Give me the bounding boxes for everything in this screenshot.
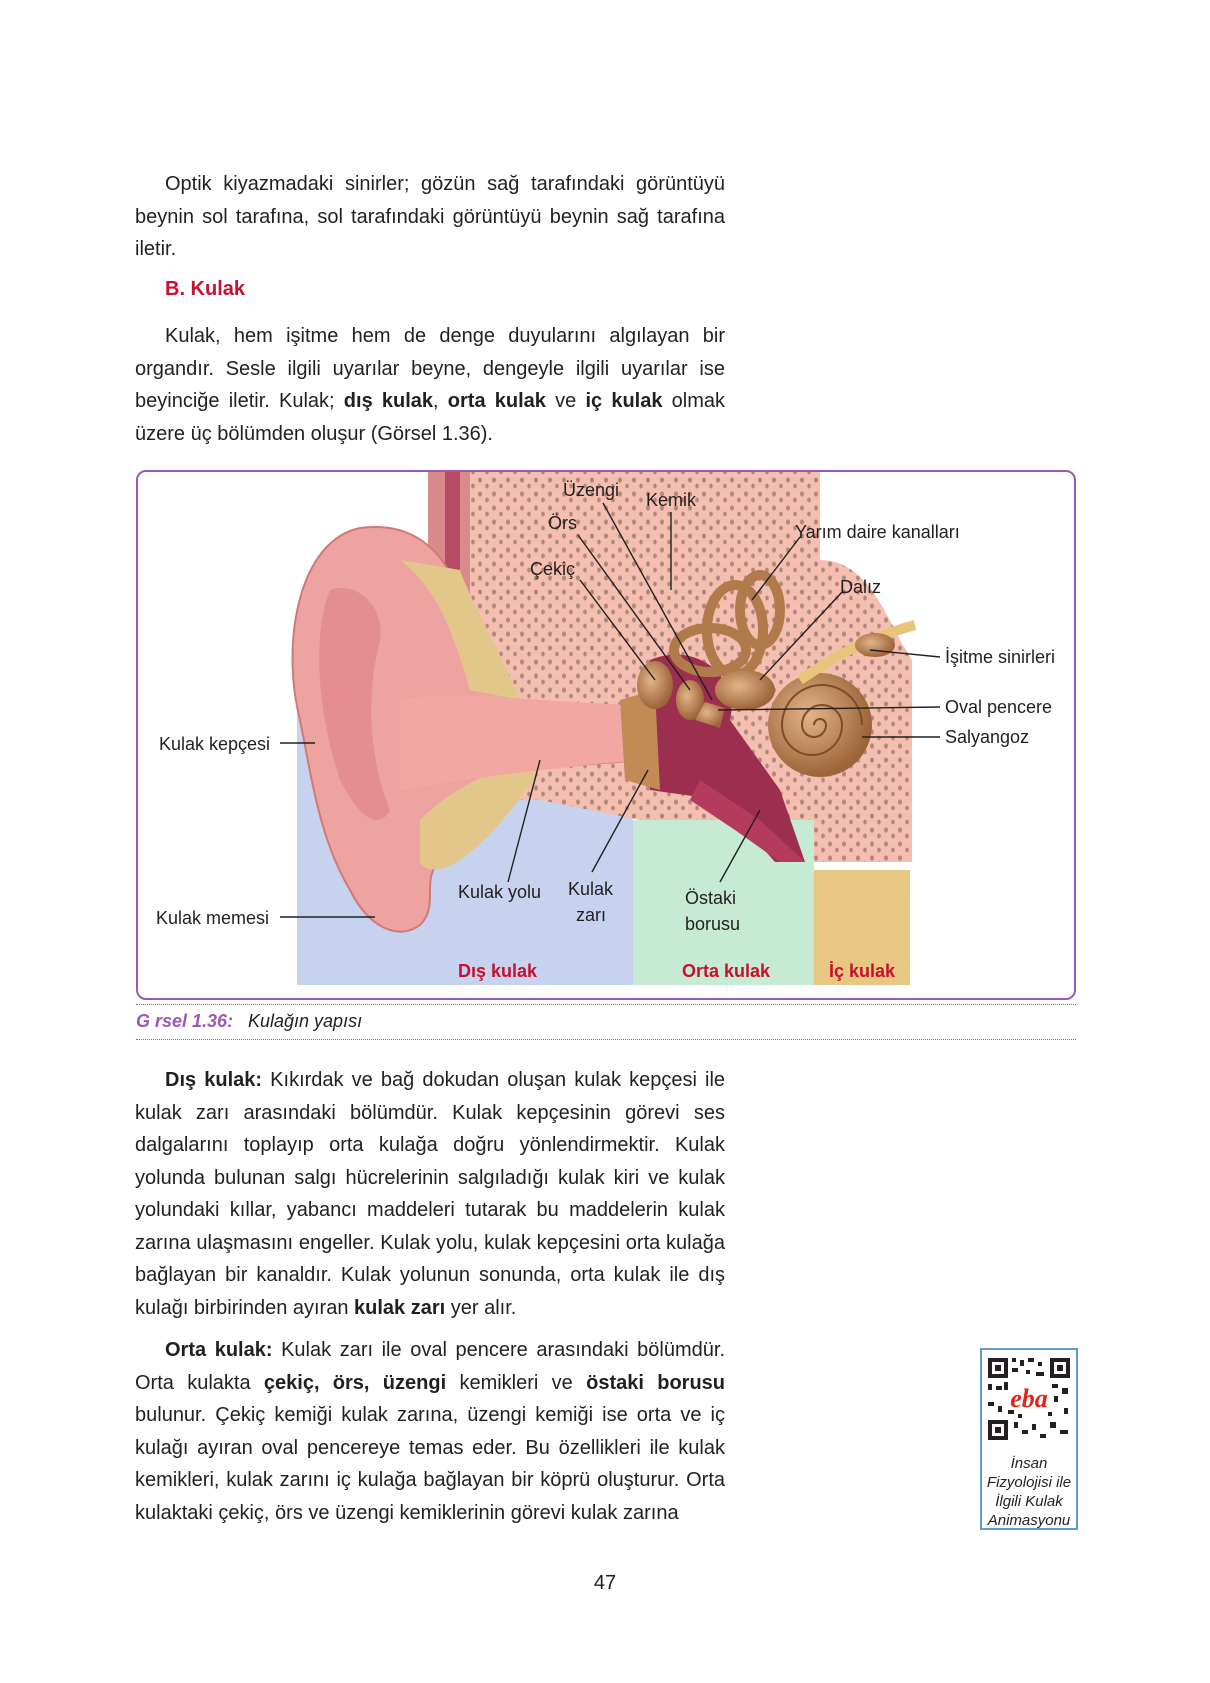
nerve-ganglion [855, 633, 895, 657]
vestibule [715, 670, 775, 710]
kulak-intro-paragraph: Kulak, hem işitme hem de denge duyularını algılayan bir organdır. Sesle ilgili uyarılar beyne, dengeyle ilgili uyarılar ise beyinciğe iletir. Kulak; dış kulak, orta kulak ve iç kulak olmak üzere üç bölümden oluşur (Görsel 1.36). [135, 325, 726, 445]
figure-caption [136, 1004, 1076, 1040]
label-isitme-sinirleri: İşitme sinirleri [945, 647, 1056, 667]
label-salyangoz: Salyangoz [945, 727, 1030, 747]
label-kulak-yolu: Kulak yolu [458, 882, 542, 902]
label-kulak-kepcesi: Kulak kepçesi [159, 734, 271, 754]
zone-label-dis-kulak: Dış kulak [458, 961, 538, 981]
label-kulak-zari-1: Kulak [568, 879, 614, 899]
caption-number: G rsel 1.36: [136, 1011, 234, 1031]
label-daliz: Dalız [840, 577, 882, 597]
label-cekic: Çekiç [530, 559, 576, 579]
malleus [637, 661, 673, 709]
intro-paragraph: Optik kiyazmadaki sinirler; gözün sağ tarafındaki görüntüyü beynin sol tarafına, sol tarafındaki görüntüyü beynin sağ tarafına iletir. [135, 173, 725, 260]
label-oval-pencere: Oval pencere [945, 697, 1053, 717]
label-ors: Örs [548, 513, 577, 533]
caption-text: Kulağın yapısı [248, 1011, 363, 1031]
label-uzengi: Üzengi [563, 480, 620, 500]
cochlea [768, 673, 872, 777]
qr-code[interactable] [982, 1352, 1076, 1448]
orta-kulak-paragraph: Orta kulak: Kulak zarı ile oval pencere arasındaki bölümdür. Orta kulakta çekiç, örs, üzengi kemikleri ve östaki borusu bulunur. Çekiç kemiği kulak zarına, üzengi kemiği ise orta ve iç kulağı ayıran oval pencereye temas eder. Bu özellikleri ile kulak kemikleri, kulak zarını iç kulağa bağlayan bir köprü oluşturur. Orta kulaktaki çekiç, örs ve üzengi kemiklerinin görevi kulak zarına [135, 1339, 726, 1524]
zone-label-ic-kulak: İç kulak [829, 961, 896, 981]
eba-logo: eba [1010, 1384, 1048, 1413]
label-kulak-memesi: Kulak memesi [156, 908, 270, 928]
label-kulak-zari-2: zarı [576, 905, 607, 925]
qr-caption: İnsan Fizyolojisi ile İlgili Kulak Animasyonu [986, 1455, 1072, 1529]
label-ostaki-2: borusu [685, 914, 741, 934]
qr-code-card[interactable] [980, 1348, 1078, 1530]
label-kemik: Kemik [646, 490, 697, 510]
section-heading: B. Kulak [165, 278, 246, 300]
page-number: 47 [593, 1572, 617, 1594]
label-ostaki-1: Östaki [685, 888, 737, 908]
zone-label-orta-kulak: Orta kulak [682, 961, 771, 981]
dis-kulak-paragraph: Dış kulak: Kıkırdak ve bağ dokudan oluşan kulak kepçesi ile kulak zarı arasındaki bölümdür. Kulak kepçesinin görevi ses dalgalarını toplayıp orta kulağa doğru yönlendirmektir. Kulak yolunda bulunan salgı hücrelerinin salgıladığı kulak kiri ve kulak yolundaki kıllar, yabancı maddeleri tutarak bu maddelerin kulak zarına ulaşmasını engeller. Kulak yolu, kulak kepçesini orta kulağa bağlayan bir kanaldır. Kulak yolunun sonunda, orta kulak ile dış kulağı birbirinden ayıran kulak zarı yer alır. [135, 1069, 726, 1319]
label-yarim-daire-kanallari: Yarım daire kanalları [795, 522, 960, 542]
